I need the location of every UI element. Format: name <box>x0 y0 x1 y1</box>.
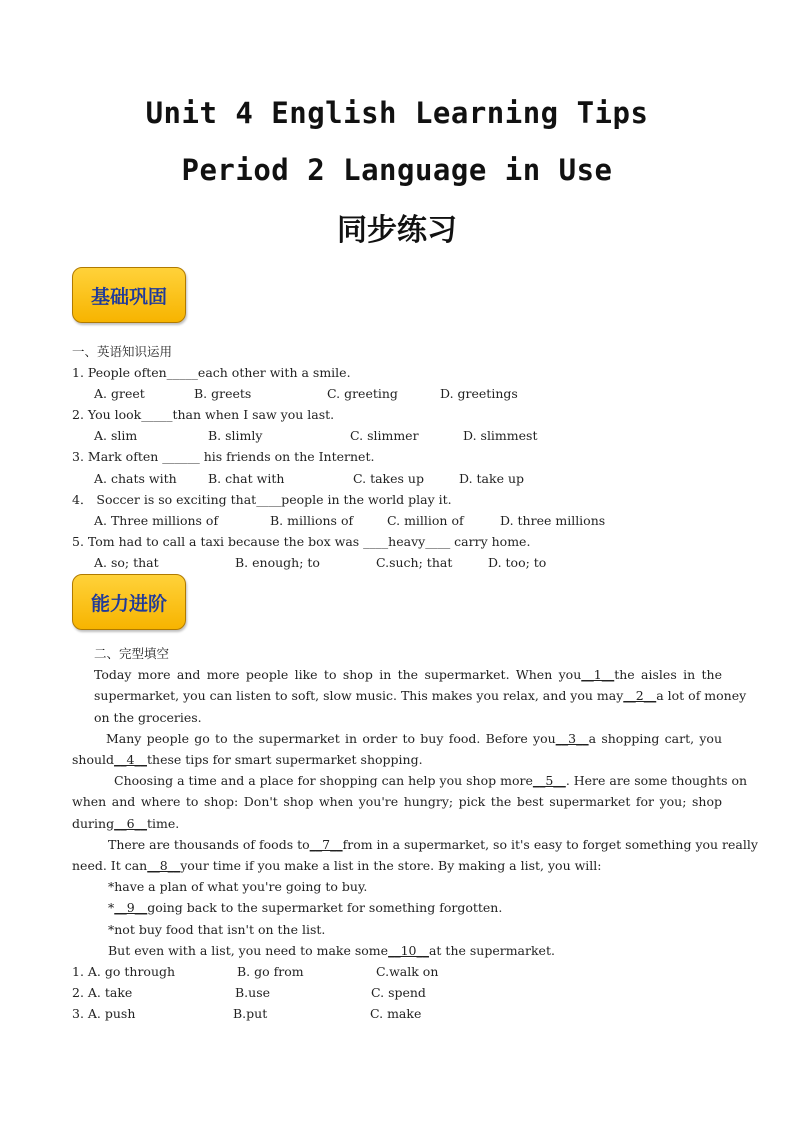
passage-line: There are thousands of foods to__7__from in a supermarket, so it's easy to forget something you really <box>108 837 758 852</box>
question-stem: 4． Soccer is so exciting that____people in the world play it. <box>72 492 452 507</box>
option: B. chat with <box>208 471 285 486</box>
option: C. greeting <box>327 386 398 401</box>
passage-line: *not buy food that isn't on the list. <box>108 922 326 937</box>
question-stem: 5. Tom had to call a taxi because the box was ____heavy____ carry home. <box>72 534 531 549</box>
passage-line: Choosing a time and a place for shopping can help you shop more__5__. Here are some thoughts on <box>114 773 748 788</box>
option: A. greet <box>94 386 145 401</box>
option: B. slimly <box>208 428 263 443</box>
option: C.such; that <box>376 555 453 570</box>
cloze-option: B.put <box>233 1006 268 1021</box>
passage-line: supermarket, you can listen to soft, slow music. This makes you relax, and you may__2__a lot of money <box>94 688 747 703</box>
passage-line: on the groceries. <box>94 710 202 725</box>
option: A. slim <box>94 428 138 443</box>
cloze-option: B.use <box>235 985 271 1000</box>
option: D. three millions <box>500 513 606 528</box>
option: C. slimmer <box>350 428 419 443</box>
cloze-option: C.walk on <box>376 964 439 979</box>
question-stem: 3. Mark often ______ his friends on the Internet. <box>72 449 375 464</box>
cloze-option: C. make <box>370 1006 422 1021</box>
passage-line: should__4__these tips for smart supermarket shopping. <box>72 752 423 767</box>
passage-line: during__6__time. <box>72 816 180 831</box>
passage-line: need. It can__8__your time if you make a list in the store. By making a list, you will: <box>72 858 602 873</box>
option: B. enough; to <box>235 555 320 570</box>
option: A. so; that <box>94 555 159 570</box>
cloze-option: 1. A. go through <box>72 964 176 979</box>
option: C. million of <box>387 513 464 528</box>
section1-heading: 一、英语知识运用 <box>72 344 173 359</box>
cloze-option: 2. A. take <box>72 985 133 1000</box>
cloze-option: C. spend <box>371 985 426 1000</box>
option: C. takes up <box>353 471 424 486</box>
option: A. chats with <box>94 471 177 486</box>
passage-line: when and where to shop: Don't shop when you're hungry; pick the best supermarket for you; shop <box>72 794 722 809</box>
option: A. Three millions of <box>94 513 219 528</box>
title-sync-practice: 同步练习 <box>337 213 457 248</box>
option: B. greets <box>194 386 252 401</box>
question-stem: 2. You look_____than when I saw you last. <box>72 407 335 422</box>
section2-heading: 二、完型填空 <box>94 646 170 661</box>
cloze-option: 3. A. push <box>72 1006 136 1021</box>
option: D. take up <box>459 471 524 486</box>
badge-advanced: 能力进阶 <box>72 574 186 630</box>
question-stem: 1. People often_____each other with a smile. <box>72 365 351 380</box>
option: D. too; to <box>488 555 547 570</box>
option: D. greetings <box>440 386 518 401</box>
passage-line: But even with a list, you need to make some__10__at the supermarket. <box>108 943 555 958</box>
passage-line: Today more and more people like to shop in the supermarket. When you__1__the aisles in the <box>94 667 722 682</box>
option: B. millions of <box>270 513 354 528</box>
passage-line: Many people go to the supermarket in order to buy food. Before you__3__a shopping cart, you <box>106 731 722 746</box>
passage-line: *__9__going back to the supermarket for something forgotten. <box>108 900 503 915</box>
badge-basic: 基础巩固 <box>72 267 186 323</box>
passage-line: *have a plan of what you're going to buy. <box>108 879 368 894</box>
cloze-option: B. go from <box>237 964 304 979</box>
option: D. slimmest <box>463 428 538 443</box>
title-period: Period 2 Language in Use <box>181 153 613 187</box>
title-unit: Unit 4 English Learning Tips <box>145 96 649 130</box>
